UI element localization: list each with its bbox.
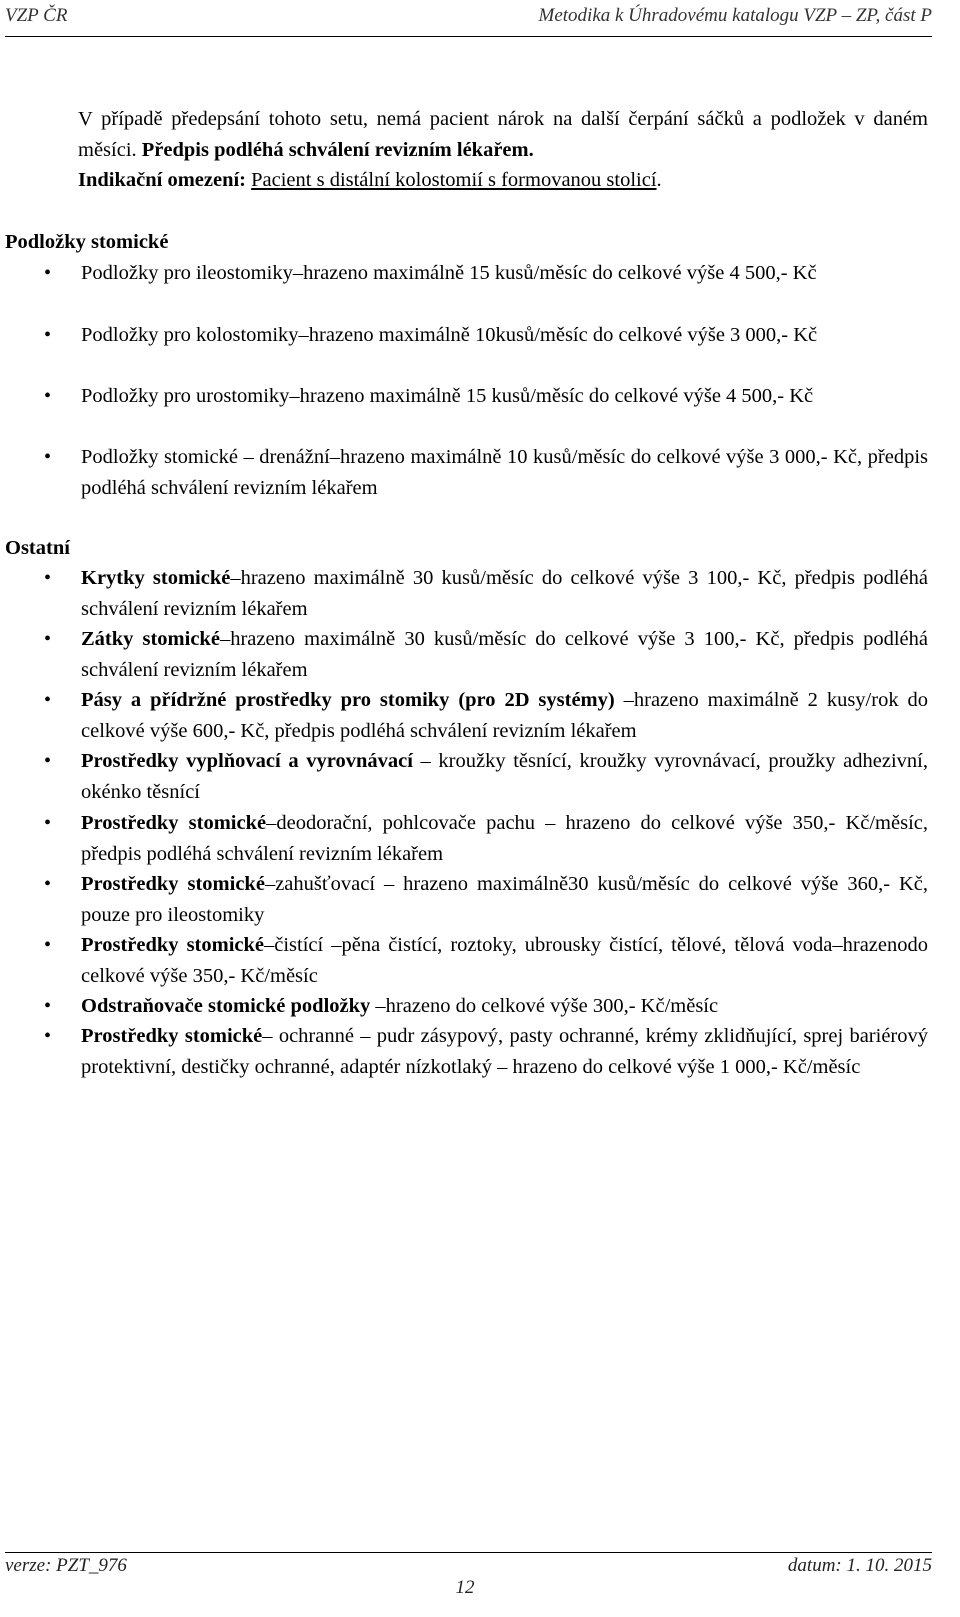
list-item: • Podložky pro urostomiky–hrazeno maximálně 15 kusů/měsíc do celkové výše 4 500,- Kč <box>81 381 928 412</box>
indication-value: Pacient s distální kolostomií s formovanou stolicí <box>251 169 657 191</box>
bullet-icon: • <box>44 262 52 284</box>
list-item: • Zátky stomické–hrazeno maximálně 30 kusů/měsíc do celkové výše 3 100,- Kč, předpis podléhá schválení revizním lékařem <box>81 624 928 685</box>
list-item: • Prostředky stomické–deodorační, pohlcovače pachu – hrazeno do celkové výše 350,- Kč/měsíc, předpis podléhá schválení revizním lékařem <box>81 808 928 869</box>
bullet-icon: • <box>44 873 52 895</box>
section-title-ostatni: Ostatní <box>5 537 70 559</box>
footer-date: datum: 1. 10. 2015 <box>787 1555 932 1576</box>
bullet-icon: • <box>44 1025 52 1047</box>
intro-text: V případě předepsání tohoto setu, nemá pacient nárok na další čerpání sáčků a podložek v daném měsíci. <box>78 108 928 161</box>
footer-divider <box>5 1552 932 1553</box>
list-item: • Prostředky stomické– ochranné – pudr zásypový, pasty ochranné, krémy zklidňující, sprej bariérový protektivní, destičky ochranné, adaptér nízkotlaký – hrazeno do celkové výše 1 000,- Kč/měsíc <box>81 1021 928 1082</box>
indication-label: Indikační omezení: <box>78 169 246 191</box>
list-item: • Krytky stomické–hrazeno maximálně 30 kusů/měsíc do celkové výše 3 100,- Kč, předpis podléhá schválení revizním lékařem <box>81 563 928 624</box>
intro-bold: Předpis podléhá schválení revizním lékařem. <box>141 138 534 161</box>
list-item: • Pásy a přídržné prostředky pro stomiky (pro 2D systémy) –hrazeno maximálně 2 kusy/rok do celkové výše 600,- Kč, předpis podléhá schválení revizním lékařem <box>81 685 928 746</box>
bullet-icon: • <box>44 446 52 468</box>
list-item: • Odstraňovače stomické podložky –hrazeno do celkové výše 300,- Kč/měsíc <box>81 991 928 1022</box>
header-right: Metodika k Úhradovému katalogu VZP – ZP, část P <box>538 5 932 26</box>
list-item: • Podložky pro ileostomiky–hrazeno maximálně 15 kusů/měsíc do celkové výše 4 500,- Kč <box>81 258 928 289</box>
bullet-icon: • <box>44 385 52 407</box>
bullet-icon: • <box>44 628 52 650</box>
footer-version: verze: PZT_976 <box>5 1555 127 1576</box>
bullet-icon: • <box>44 934 52 956</box>
page-number: 12 <box>455 1577 475 1598</box>
bullet-icon: • <box>44 750 52 772</box>
intro-paragraph: V případě předepsání tohoto setu, nemá pacient nárok na další čerpání sáčků a podložek v daném měsíci. Předpis podléhá schválení revizním lékařem. Indikační omezení: Pacient s distální kolostomií s formovanou stolicí. <box>78 108 928 191</box>
bullet-icon: • <box>44 567 52 589</box>
list-item: • Prostředky stomické–čistící –pěna čistící, roztoky, ubrousky čistící, tělové, tělová voda–hrazenodo celkové výše 350,- Kč/měsíc <box>81 930 928 991</box>
bullet-icon: • <box>44 689 52 711</box>
header-left: VZP ČR <box>5 5 68 26</box>
bullet-icon: • <box>44 812 52 834</box>
page-header <box>5 4 932 37</box>
list-item: • Prostředky vyplňovací a vyrovnávací – kroužky těsnící, kroužky vyrovnávací, proužky adhezivní, okénko těsnící <box>81 746 928 807</box>
list-item: • Podložky pro kolostomiky–hrazeno maximálně 10kusů/měsíc do celkové výše 3 000,- Kč <box>81 320 928 351</box>
bullet-icon: • <box>44 324 52 346</box>
list-item: • Podložky stomické – drenážní–hrazeno maximálně 10 kusů/měsíc do celkové výše 3 000,- Kč, předpis podléhá schválení revizním lékařem <box>81 442 928 503</box>
section-title-podlozky: Podložky stomické <box>5 231 169 253</box>
bullet-icon: • <box>44 995 52 1017</box>
list-item: • Prostředky stomické–zahušťovací – hrazeno maximálně30 kusů/měsíc do celkové výše 360,- Kč, pouze pro ileostomiky <box>81 869 928 930</box>
